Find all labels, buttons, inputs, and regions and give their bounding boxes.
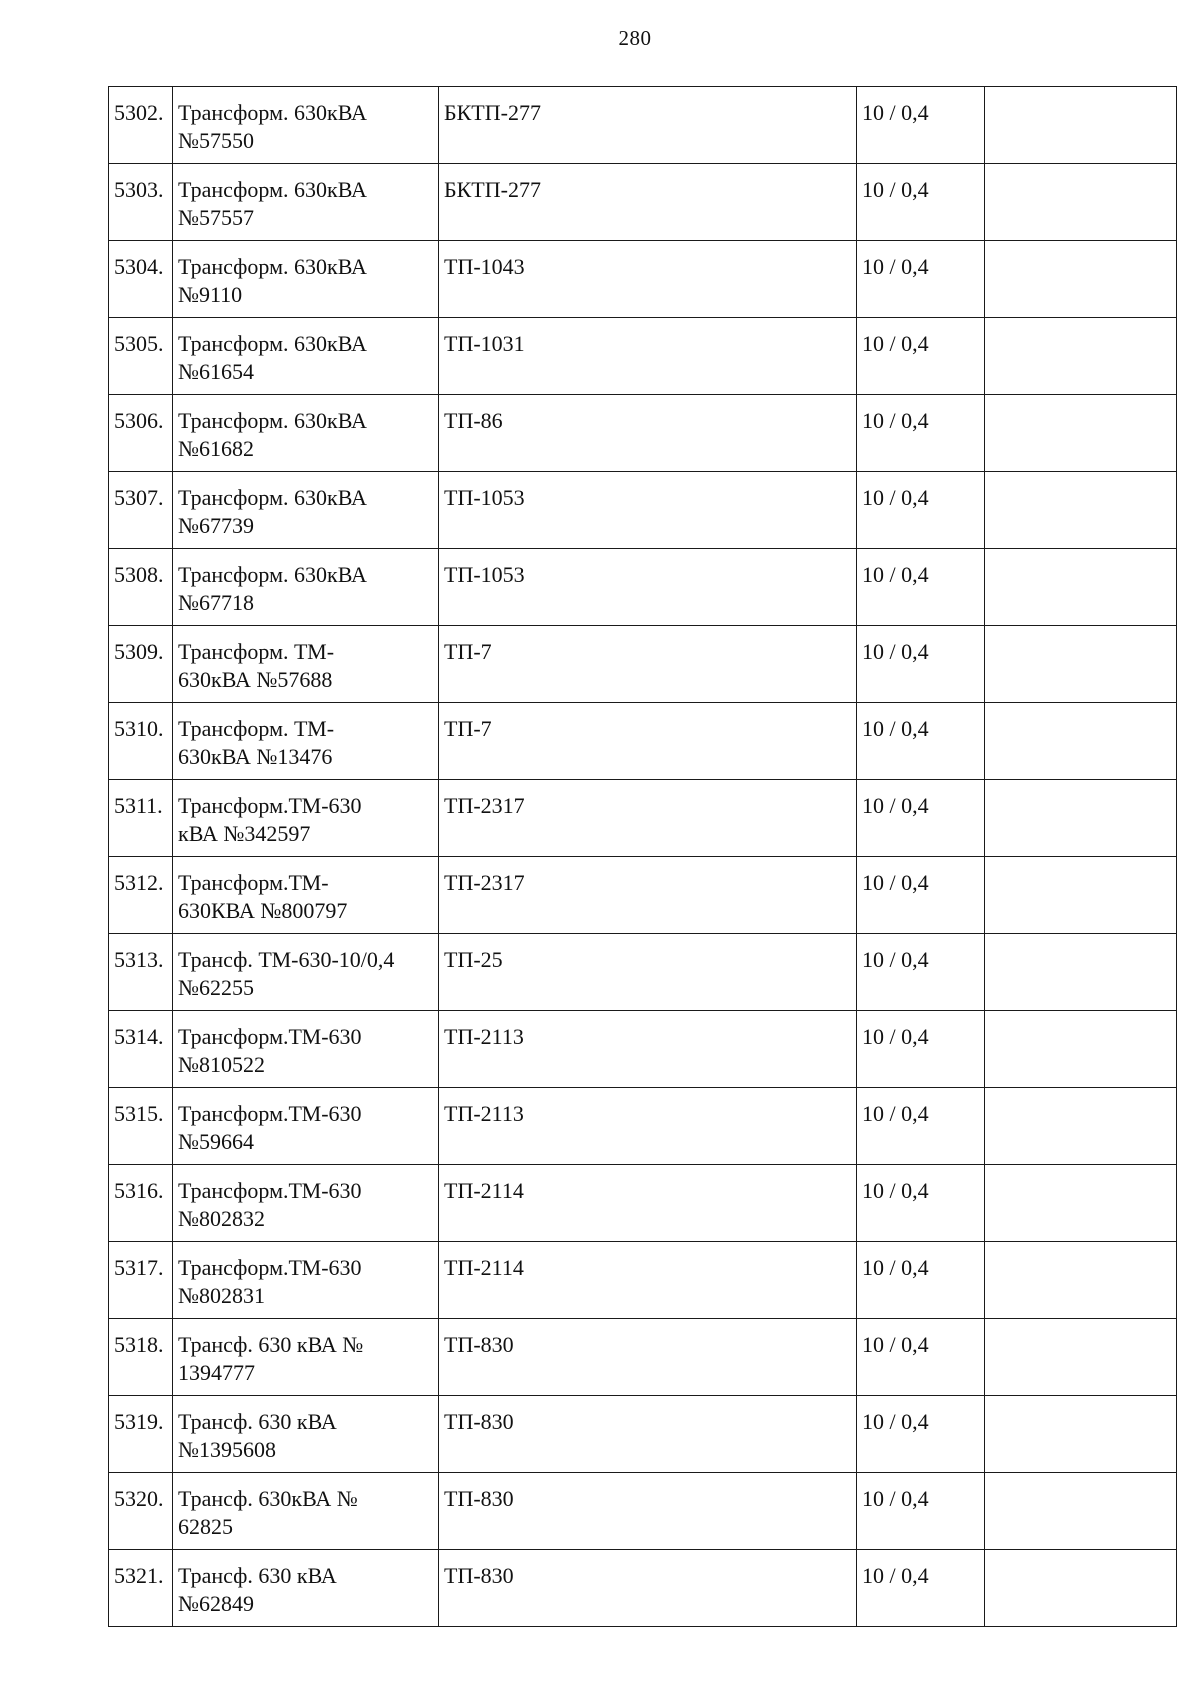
equipment-name-line2: №62255	[178, 975, 254, 1000]
voltage-rating: 10 / 0,4	[857, 780, 985, 857]
equipment-name-line1: Трансформ. 630кВА	[178, 254, 367, 279]
equipment-name-line2: 630кВА №57688	[178, 667, 333, 692]
table-row	[109, 934, 1177, 1011]
table-row	[109, 780, 1177, 857]
row-number: 5318.	[109, 1319, 173, 1396]
row-number: 5310.	[109, 703, 173, 780]
equipment-name-line2: №57550	[178, 128, 254, 153]
notes-cell	[985, 1396, 1177, 1473]
substation-name: ТП-1043	[439, 241, 857, 318]
voltage-rating: 10 / 0,4	[857, 1088, 985, 1165]
substation-name: ТП-1053	[439, 549, 857, 626]
equipment-name-line2: №1395608	[178, 1437, 276, 1462]
equipment-name-line1: Трансформ. 630кВА	[178, 331, 367, 356]
voltage-rating: 10 / 0,4	[857, 1550, 985, 1627]
equipment-name	[173, 472, 439, 549]
notes-cell	[985, 1242, 1177, 1319]
voltage-rating: 10 / 0,4	[857, 1242, 985, 1319]
substation-name: ТП-830	[439, 1319, 857, 1396]
equipment-name	[173, 1319, 439, 1396]
table-body	[109, 87, 1177, 1627]
equipment-name-line1: Трансф. ТМ-630-10/0,4	[178, 947, 395, 972]
equipment-name	[173, 857, 439, 934]
voltage-rating: 10 / 0,4	[857, 87, 985, 164]
row-number: 5317.	[109, 1242, 173, 1319]
voltage-rating: 10 / 0,4	[857, 164, 985, 241]
row-number: 5303.	[109, 164, 173, 241]
table-row	[109, 1396, 1177, 1473]
row-number: 5308.	[109, 549, 173, 626]
table-row	[109, 857, 1177, 934]
equipment-name	[173, 164, 439, 241]
table-row	[109, 549, 1177, 626]
substation-name: ТП-7	[439, 626, 857, 703]
equipment-name	[173, 780, 439, 857]
equipment-name	[173, 549, 439, 626]
substation-name: ТП-830	[439, 1550, 857, 1627]
table-row	[109, 164, 1177, 241]
row-number: 5313.	[109, 934, 173, 1011]
table-row	[109, 472, 1177, 549]
notes-cell	[985, 1319, 1177, 1396]
notes-cell	[985, 1550, 1177, 1627]
substation-name: ТП-25	[439, 934, 857, 1011]
equipment-name-line2: №61654	[178, 359, 254, 384]
equipment-name-line1: Трансф. 630 кВА	[178, 1563, 337, 1588]
equipment-name-line1: Трансформ. 630кВА	[178, 562, 367, 587]
equipment-name	[173, 241, 439, 318]
notes-cell	[985, 549, 1177, 626]
equipment-name-line1: Трансформ. 630кВА	[178, 485, 367, 510]
notes-cell	[985, 164, 1177, 241]
substation-name: БКТП-277	[439, 87, 857, 164]
notes-cell	[985, 1011, 1177, 1088]
table-row	[109, 241, 1177, 318]
substation-name: ТП-830	[439, 1396, 857, 1473]
equipment-name	[173, 1165, 439, 1242]
page-number: 280	[618, 26, 652, 50]
notes-cell	[985, 1165, 1177, 1242]
equipment-table	[108, 86, 1177, 1627]
equipment-name-line1: Трансформ. 630кВА	[178, 177, 367, 202]
notes-cell	[985, 87, 1177, 164]
substation-name: ТП-2113	[439, 1011, 857, 1088]
notes-cell	[985, 626, 1177, 703]
equipment-name-line2: 630КВА №800797	[178, 898, 348, 923]
voltage-rating: 10 / 0,4	[857, 1165, 985, 1242]
voltage-rating: 10 / 0,4	[857, 1319, 985, 1396]
substation-name: ТП-2114	[439, 1242, 857, 1319]
equipment-name	[173, 318, 439, 395]
notes-cell	[985, 934, 1177, 1011]
table-row	[109, 1242, 1177, 1319]
equipment-name-line2: №61682	[178, 436, 254, 461]
voltage-rating: 10 / 0,4	[857, 549, 985, 626]
table-row	[109, 1473, 1177, 1550]
voltage-rating: 10 / 0,4	[857, 318, 985, 395]
equipment-name-line2: №67718	[178, 590, 254, 615]
table-row	[109, 87, 1177, 164]
row-number: 5312.	[109, 857, 173, 934]
equipment-name-line2: кВА №342597	[178, 821, 311, 846]
notes-cell	[985, 703, 1177, 780]
substation-name: ТП-2317	[439, 857, 857, 934]
voltage-rating: 10 / 0,4	[857, 1396, 985, 1473]
equipment-name-line2: №802831	[178, 1283, 265, 1308]
equipment-name-line1: Трансформ.ТМ-630	[178, 1255, 362, 1280]
equipment-name-line2: №9110	[178, 282, 243, 307]
notes-cell	[985, 1473, 1177, 1550]
equipment-name	[173, 1396, 439, 1473]
row-number: 5309.	[109, 626, 173, 703]
row-number: 5302.	[109, 87, 173, 164]
notes-cell	[985, 1088, 1177, 1165]
voltage-rating: 10 / 0,4	[857, 857, 985, 934]
table-row	[109, 1011, 1177, 1088]
equipment-name-line1: Трансф. 630 кВА	[178, 1409, 337, 1434]
equipment-name	[173, 626, 439, 703]
equipment-name	[173, 1242, 439, 1319]
equipment-name	[173, 1550, 439, 1627]
substation-name: БКТП-277	[439, 164, 857, 241]
row-number: 5321.	[109, 1550, 173, 1627]
equipment-name-line2: №59664	[178, 1129, 254, 1154]
row-number: 5315.	[109, 1088, 173, 1165]
voltage-rating: 10 / 0,4	[857, 395, 985, 472]
table-row	[109, 1319, 1177, 1396]
notes-cell	[985, 472, 1177, 549]
substation-name: ТП-86	[439, 395, 857, 472]
row-number: 5305.	[109, 318, 173, 395]
table-row	[109, 1550, 1177, 1627]
equipment-name-line1: Трансформ.ТМ-630	[178, 1024, 362, 1049]
equipment-name-line2: №67739	[178, 513, 254, 538]
notes-cell	[985, 780, 1177, 857]
voltage-rating: 10 / 0,4	[857, 934, 985, 1011]
voltage-rating: 10 / 0,4	[857, 241, 985, 318]
equipment-name	[173, 395, 439, 472]
equipment-name-line1: Трансформ.ТМ-630	[178, 1178, 362, 1203]
substation-name: ТП-2317	[439, 780, 857, 857]
table-row	[109, 703, 1177, 780]
equipment-name-line2: 630кВА №13476	[178, 744, 333, 769]
voltage-rating: 10 / 0,4	[857, 1473, 985, 1550]
equipment-name	[173, 1088, 439, 1165]
notes-cell	[985, 857, 1177, 934]
voltage-rating: 10 / 0,4	[857, 472, 985, 549]
equipment-name-line2: №802832	[178, 1206, 265, 1231]
substation-name: ТП-2113	[439, 1088, 857, 1165]
table-row	[109, 318, 1177, 395]
substation-name: ТП-1053	[439, 472, 857, 549]
equipment-name-line1: Трансформ.ТМ-630	[178, 1101, 362, 1126]
equipment-name-line2: 62825	[178, 1514, 233, 1539]
equipment-name-line1: Трансформ.ТМ-	[178, 870, 329, 895]
substation-name: ТП-830	[439, 1473, 857, 1550]
notes-cell	[985, 241, 1177, 318]
row-number: 5304.	[109, 241, 173, 318]
equipment-name-line1: Трансформ. 630кВА	[178, 100, 367, 125]
row-number: 5314.	[109, 1011, 173, 1088]
notes-cell	[985, 395, 1177, 472]
notes-cell	[985, 318, 1177, 395]
equipment-name-line2: №62849	[178, 1591, 254, 1616]
equipment-name-line1: Трансформ. 630кВА	[178, 408, 367, 433]
row-number: 5316.	[109, 1165, 173, 1242]
equipment-name-line2: №810522	[178, 1052, 265, 1077]
equipment-name	[173, 934, 439, 1011]
equipment-name	[173, 1473, 439, 1550]
equipment-name-line2: 1394777	[178, 1360, 255, 1385]
table-row	[109, 395, 1177, 472]
equipment-name-line1: Трансформ. ТМ-	[178, 716, 335, 741]
table-row	[109, 1165, 1177, 1242]
substation-name: ТП-2114	[439, 1165, 857, 1242]
voltage-rating: 10 / 0,4	[857, 703, 985, 780]
equipment-name-line1: Трансформ.ТМ-630	[178, 793, 362, 818]
voltage-rating: 10 / 0,4	[857, 1011, 985, 1088]
equipment-name-line1: Трансформ. ТМ-	[178, 639, 335, 664]
equipment-name-line1: Трансф. 630кВА №	[178, 1486, 358, 1511]
voltage-rating: 10 / 0,4	[857, 626, 985, 703]
table-row	[109, 1088, 1177, 1165]
equipment-name	[173, 703, 439, 780]
equipment-name-line1: Трансф. 630 кВА №	[178, 1332, 364, 1357]
row-number: 5311.	[109, 780, 173, 857]
row-number: 5319.	[109, 1396, 173, 1473]
row-number: 5306.	[109, 395, 173, 472]
equipment-name	[173, 87, 439, 164]
equipment-name	[173, 1011, 439, 1088]
equipment-name-line2: №57557	[178, 205, 254, 230]
substation-name: ТП-7	[439, 703, 857, 780]
substation-name: ТП-1031	[439, 318, 857, 395]
row-number: 5307.	[109, 472, 173, 549]
row-number: 5320.	[109, 1473, 173, 1550]
table-row	[109, 626, 1177, 703]
